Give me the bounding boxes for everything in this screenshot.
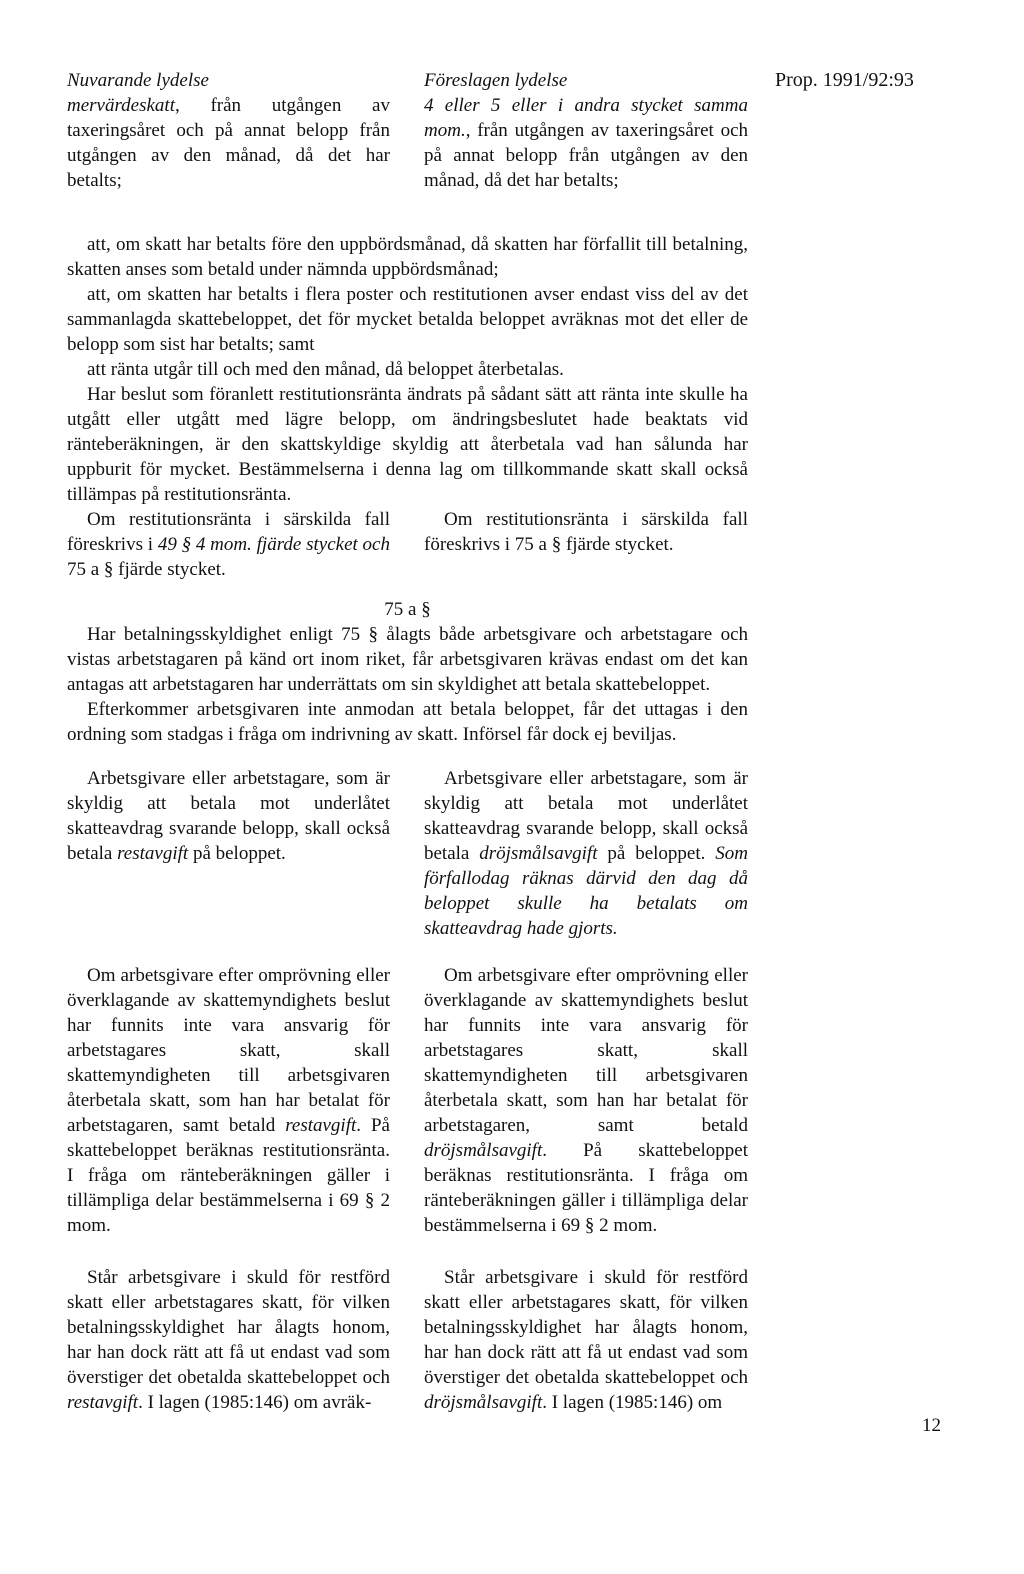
header-proposed-wording: Föreslagen lydelse xyxy=(424,70,568,91)
block2-right: Om restitutionsränta i särskilda fall föreskrivs i 75 a § fjärde stycket. xyxy=(424,509,748,555)
block1-right-italic: 4 eller 5 eller i andra stycket samma mom. xyxy=(424,95,748,141)
proposition-number: Prop. 1991/92:93 xyxy=(775,69,914,91)
block4-right-b: . På skattebeloppet beräknas restitutionsränta. I fråga om ränteberäkningen gäller i tillämpliga delar bestämmelserna i 69 § 2 mom. xyxy=(424,1140,748,1236)
block3-right-a: Arbetsgivare eller arbetstagare, som är skyldig att betala mot underlåtet skatteavdrag svarande belopp, skall också betala xyxy=(424,768,748,864)
paragraph-har-beslut: Har beslut som föranlett restitutionsränta ändrats på sådant sätt att ränta inte skulle ha utgått eller utgått med lägre belopp, om ändringsbeslutet hade beaktats vid ränteberäkningen, är den skattskyldige skyldig att återbetala vad han sålunda har uppburit för mycket. Bestämmelserna i denna lag om tillkommande skatt skall också tillämpas på restitutionsränta. xyxy=(67,384,748,505)
paragraph-att-ranta: att ränta utgår till och med den månad, då beloppet återbetalas. xyxy=(87,359,564,380)
block4-left-b: . På skattebeloppet beräknas restitutionsränta. I fråga om ränteberäkningen gäller i tillämpliga delar bestämmelserna i 69 § 2 mom. xyxy=(67,1115,390,1236)
block5-left-b: . I lagen (1985:146) om avräk- xyxy=(138,1392,372,1413)
block2-current-text xyxy=(67,507,390,582)
paragraph-att-om-skatt: att, om skatt har betalts före den uppbördsmånad, då skatten har förfallit till betalning, skatten anses som betald under nämnda uppbördsmånad; xyxy=(67,234,748,280)
block2-left-b: 75 a § fjärde stycket. xyxy=(67,559,226,580)
block1-right-rest: , från utgången av taxeringsåret och på annat belopp från utgången av den månad, då det har betalts; xyxy=(424,120,748,191)
block4-right-italic: dröjsmålsavgift xyxy=(424,1140,543,1161)
block5-left-a: Står arbetsgivare i skuld för restförd skatt eller arbetstagares skatt, för vilken betalningsskyldighet har ålagts honom, har han dock rätt att få ut endast vad som överstiger det obetalda skattebeloppet och xyxy=(67,1267,390,1388)
block4-left-a: Om arbetsgivare efter omprövning eller överklagande av skattemyndighets beslut har funnits inte vara ansvarig för arbetstagares skatt, skall skattemyndigheten till arbetsgivaren återbetala skatt, som han har betalat för arbetstagaren, samt betald xyxy=(67,965,390,1136)
block3-left-italic: restavgift xyxy=(117,843,189,864)
section-paragraph-1: Har betalningsskyldighet enligt 75 § ålagts både arbetsgivare och arbetstagare och vistas arbetstagaren på känd ort inom riket, får arbetsgivaren krävas endast om det kan antagas att arbetstagaren har underrättats om sin skyldighet att betala skattebeloppet. xyxy=(67,624,748,695)
block3-left-b: på beloppet. xyxy=(188,843,286,864)
block4-right-a: Om arbetsgivare efter omprövning eller överklagande av skattemyndighets beslut har funnits inte vara ansvarig för arbetstagares skatt, skall skattemyndigheten till arbetsgivaren återbetala skatt, som han har betalat för arbetstagaren, samt betald xyxy=(424,965,748,1136)
block2-left-a: Om restitutionsränta i särskilda fall föreskrivs i xyxy=(67,509,390,555)
block5-right-b: . I lagen (1985:146) om xyxy=(542,1392,723,1413)
block1-proposed-text xyxy=(424,93,748,193)
block3-left-a: Arbetsgivare eller arbetstagare, som är skyldig att betala mot underlåtet skatteavdrag svarande belopp, skall också betala xyxy=(67,768,390,864)
block1-left-rest: , från utgången av taxeringsåret och på annat belopp från utgången av den månad, då det har betalts; xyxy=(67,95,390,191)
block3-right-italic2: Som förfallodag räknas därvid den dag då beloppet skulle ha betalats om skatteavdrag hade gjorts. xyxy=(424,843,748,939)
block1-current-text xyxy=(67,93,390,193)
full-width-text-1 xyxy=(67,232,748,507)
paragraph-att-om-skatten: att, om skatten har betalts i flera poster och restitutionen avser endast viss del av det sammanlagda skattebeloppet, det för mycket betalda beloppet avräknas mot det eller de belopp som sist har betalts; samt xyxy=(67,284,748,355)
block1-left-italic: mervärdeskatt xyxy=(67,95,175,116)
block5-left-italic: restavgift xyxy=(67,1392,139,1413)
block4-current-text xyxy=(67,963,390,1238)
block3-proposed-text xyxy=(424,766,748,941)
block3-right-italic: dröjsmålsavgift xyxy=(479,843,598,864)
block2-proposed-text xyxy=(424,507,748,557)
block3-right-b: på beloppet. xyxy=(597,843,716,864)
block5-right-a: Står arbetsgivare i skuld för restförd skatt eller arbetstagares skatt, för vilken betalningsskyldighet har ålagts honom, har han dock rätt att få ut endast vad som överstiger det obetalda skattebeloppet och xyxy=(424,1267,748,1388)
block5-proposed-text xyxy=(424,1265,748,1415)
block4-proposed-text xyxy=(424,963,748,1238)
block5-current-text xyxy=(67,1265,390,1415)
page-number: 12 xyxy=(922,1415,941,1436)
block4-left-italic: restavgift xyxy=(285,1115,357,1136)
block5-right-italic: dröjsmålsavgift xyxy=(424,1392,543,1413)
block2-left-italic: 49 § 4 mom. fjärde stycket och xyxy=(157,534,390,555)
header-current-wording: Nuvarande lydelse xyxy=(67,70,209,91)
section-paragraph-2: Efterkommer arbetsgivaren inte anmodan att betala beloppet, får det uttagas i den ordning som stadgas i fråga om indrivning av skatt. Införsel får dock ej beviljas. xyxy=(67,699,748,745)
block3-current-text xyxy=(67,766,390,866)
section-title: 75 a § xyxy=(384,599,431,620)
section-75a xyxy=(67,597,748,747)
